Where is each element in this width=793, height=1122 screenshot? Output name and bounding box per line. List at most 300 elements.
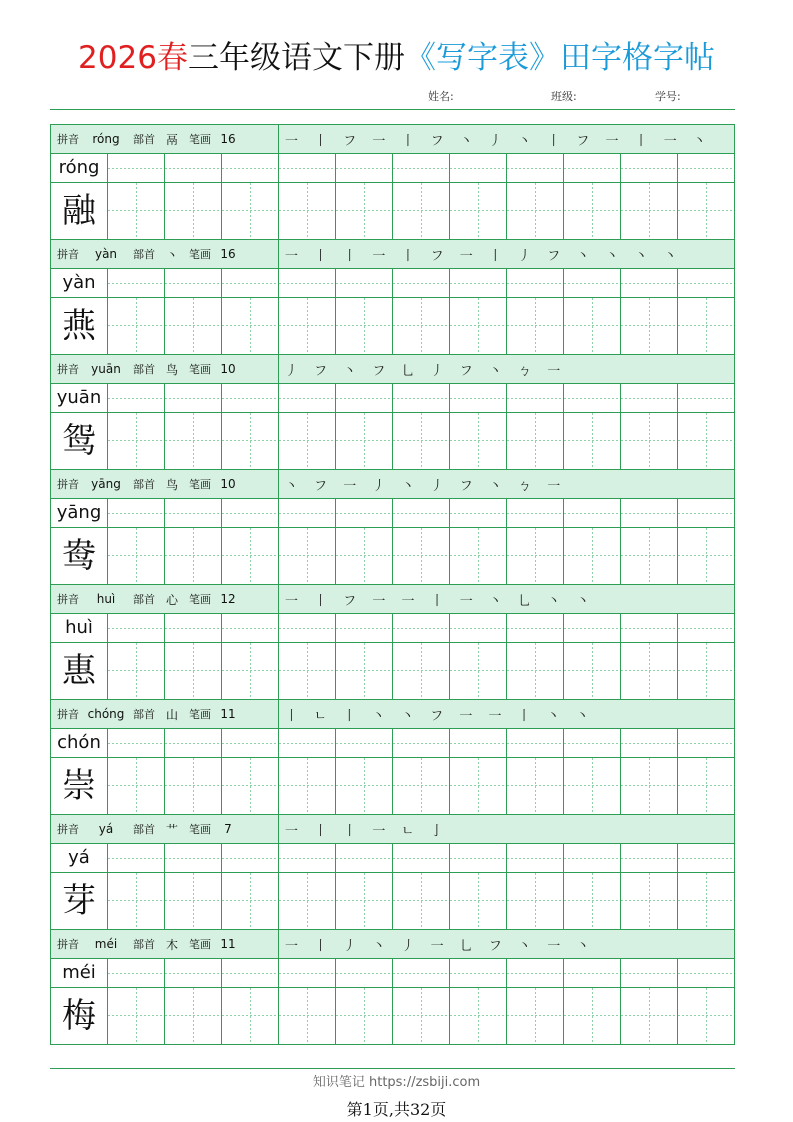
character-block	[51, 469, 734, 584]
character-block	[51, 929, 734, 1044]
radical-label: 部首	[133, 133, 155, 146]
pinyin-cell[interactable]	[336, 959, 393, 987]
tianzige-cell[interactable]	[279, 643, 336, 699]
pinyin-cell[interactable]	[450, 154, 507, 182]
pinyin-cell[interactable]	[450, 614, 507, 642]
strokes-label: 笔画	[189, 823, 211, 836]
strokes-value: 11	[220, 707, 236, 721]
pinyin-cell[interactable]	[336, 269, 393, 297]
tianzige-row	[51, 528, 734, 584]
tianzige-cell[interactable]	[393, 413, 450, 469]
tianzige-cell[interactable]	[678, 988, 734, 1044]
tianzige-cell[interactable]	[564, 298, 621, 354]
pinyin-sample: yá	[51, 844, 108, 872]
tianzige-cell[interactable]	[222, 298, 279, 354]
tianzige-cell[interactable]	[108, 988, 165, 1044]
id-label: 学号:	[655, 90, 681, 103]
pinyin-cell[interactable]	[393, 959, 450, 987]
tianzige-cell[interactable]	[165, 528, 222, 584]
character-sample: 鸯	[51, 528, 108, 584]
tianzige-cell[interactable]	[678, 183, 734, 239]
stroke-order: 一 丨 フ 一 丨 フ 丶 丿 丶 丨 フ 一 丨 一 丶	[285, 133, 712, 149]
strokes-label: 笔画	[189, 593, 211, 606]
radical-value: 鬲	[165, 132, 178, 147]
pinyin-cell[interactable]	[507, 844, 564, 872]
pinyin-value: yuān	[91, 362, 121, 376]
pinyin-cell[interactable]	[678, 729, 734, 757]
character-meta	[51, 470, 279, 498]
pinyin-label: 拼音	[57, 133, 79, 146]
tianzige-cell[interactable]	[678, 298, 734, 354]
character-header	[51, 240, 734, 269]
tianzige-cell[interactable]	[450, 298, 507, 354]
tianzige-cell[interactable]	[165, 183, 222, 239]
pinyin-cell[interactable]	[450, 729, 507, 757]
pinyin-cell[interactable]	[336, 614, 393, 642]
radical-label: 部首	[133, 478, 155, 491]
tianzige-cell[interactable]	[621, 643, 678, 699]
pinyin-cell[interactable]	[393, 844, 450, 872]
pinyin-value: róng	[92, 132, 120, 146]
pinyin-cell[interactable]	[336, 729, 393, 757]
tianzige-cell[interactable]	[507, 528, 564, 584]
tianzige-cell[interactable]	[279, 298, 336, 354]
tianzige-cell[interactable]	[279, 413, 336, 469]
tianzige-cell[interactable]	[564, 413, 621, 469]
pinyin-cell[interactable]	[507, 959, 564, 987]
tianzige-cell[interactable]	[108, 528, 165, 584]
radical-value: 木	[165, 937, 178, 952]
pinyin-label: 拼音	[57, 478, 79, 491]
tianzige-cell[interactable]	[450, 643, 507, 699]
character-block	[51, 125, 734, 239]
strokes-label: 笔画	[189, 133, 211, 146]
tianzige-cell[interactable]	[336, 873, 393, 929]
character-block	[51, 239, 734, 354]
tianzige-cell[interactable]	[393, 643, 450, 699]
pinyin-cell[interactable]	[108, 154, 165, 182]
tianzige-cell[interactable]	[336, 183, 393, 239]
tianzige-cell[interactable]	[222, 873, 279, 929]
radical-label: 部首	[133, 708, 155, 721]
pinyin-cell[interactable]	[393, 384, 450, 412]
class-label: 班级:	[551, 90, 577, 103]
pinyin-cell[interactable]	[279, 154, 336, 182]
tianzige-cell[interactable]	[564, 183, 621, 239]
pinyin-label: 拼音	[57, 363, 79, 376]
tianzige-cell[interactable]	[564, 988, 621, 1044]
character-header	[51, 125, 734, 154]
pinyin-cell[interactable]	[393, 614, 450, 642]
character-meta	[51, 585, 279, 613]
title-tail: 《写字表》田字格字帖	[404, 40, 715, 76]
character-header	[51, 815, 734, 844]
tianzige-cell[interactable]	[507, 643, 564, 699]
tianzige-row	[51, 988, 734, 1044]
pinyin-cell[interactable]	[222, 614, 279, 642]
tianzige-cell[interactable]	[678, 873, 734, 929]
tianzige-row	[51, 183, 734, 239]
radical-value: 山	[165, 707, 178, 722]
pinyin-row	[51, 269, 734, 298]
stroke-order: 一 丨 丨 一 ㄴ 亅	[285, 823, 450, 839]
pinyin-row	[51, 154, 734, 183]
tianzige-cell[interactable]	[279, 758, 336, 814]
tianzige-cell[interactable]	[222, 758, 279, 814]
pinyin-cell[interactable]	[222, 154, 279, 182]
character-header	[51, 470, 734, 499]
strokes-value: 16	[220, 132, 236, 146]
tianzige-cell[interactable]	[507, 873, 564, 929]
pinyin-cell[interactable]	[507, 499, 564, 527]
tianzige-cell[interactable]	[450, 758, 507, 814]
strokes-value: 10	[220, 477, 236, 491]
pinyin-cell[interactable]	[621, 729, 678, 757]
pinyin-cell[interactable]	[450, 959, 507, 987]
strokes-value: 16	[220, 247, 236, 261]
stroke-order: 丿 フ 丶 フ 乚 丿 フ 丶 ㄅ 一	[285, 363, 567, 379]
tianzige-cell[interactable]	[393, 528, 450, 584]
pinyin-cell[interactable]	[165, 384, 222, 412]
pinyin-cell[interactable]	[564, 729, 621, 757]
pinyin-row	[51, 499, 734, 528]
pinyin-cell[interactable]	[678, 269, 734, 297]
stroke-order: 丶 フ 一 丿 丶 丿 フ 丶 ㄅ 一	[285, 478, 567, 494]
character-header	[51, 700, 734, 729]
pinyin-value: yāng	[91, 477, 121, 491]
pinyin-cell[interactable]	[222, 959, 279, 987]
tianzige-cell[interactable]	[279, 873, 336, 929]
pinyin-cell[interactable]	[108, 844, 165, 872]
radical-label: 部首	[133, 823, 155, 836]
strokes-value: 12	[220, 592, 236, 606]
tianzige-cell[interactable]	[450, 873, 507, 929]
radical-label: 部首	[133, 363, 155, 376]
pinyin-cell[interactable]	[222, 384, 279, 412]
practice-sheet	[50, 124, 735, 1045]
pinyin-sample: yuān	[51, 384, 108, 412]
pinyin-row	[51, 959, 734, 988]
pinyin-sample: chón	[51, 729, 108, 757]
tianzige-cell[interactable]	[393, 758, 450, 814]
pinyin-cell[interactable]	[564, 499, 621, 527]
tianzige-cell[interactable]	[279, 988, 336, 1044]
pinyin-cell[interactable]	[678, 154, 734, 182]
strokes-value: 11	[220, 937, 236, 951]
tianzige-cell[interactable]	[621, 298, 678, 354]
tianzige-row	[51, 298, 734, 354]
tianzige-cell[interactable]	[165, 758, 222, 814]
tianzige-cell[interactable]	[336, 643, 393, 699]
character-sample: 芽	[51, 873, 108, 929]
character-sample: 融	[51, 183, 108, 239]
pinyin-sample: méi	[51, 959, 108, 987]
pinyin-sample: yàn	[51, 269, 108, 297]
pinyin-cell[interactable]	[336, 844, 393, 872]
tianzige-cell[interactable]	[108, 298, 165, 354]
tianzige-row	[51, 758, 734, 814]
tianzige-cell[interactable]	[279, 528, 336, 584]
pinyin-value: méi	[94, 937, 118, 951]
strokes-label: 笔画	[189, 363, 211, 376]
title-year: 2026春	[78, 40, 188, 76]
character-block	[51, 354, 734, 469]
character-block	[51, 699, 734, 814]
tianzige-cell[interactable]	[393, 298, 450, 354]
pinyin-value: huì	[96, 592, 116, 606]
pinyin-label: 拼音	[57, 823, 79, 836]
tianzige-cell[interactable]	[678, 528, 734, 584]
footer-rule	[50, 1068, 735, 1069]
character-meta	[51, 815, 279, 843]
tianzige-cell[interactable]	[564, 758, 621, 814]
pinyin-cell[interactable]	[393, 154, 450, 182]
pinyin-cell[interactable]	[108, 269, 165, 297]
pinyin-cell[interactable]	[279, 269, 336, 297]
pinyin-cell[interactable]	[222, 844, 279, 872]
character-sample: 燕	[51, 298, 108, 354]
tianzige-cell[interactable]	[621, 183, 678, 239]
pinyin-cell[interactable]	[108, 729, 165, 757]
pinyin-value: yàn	[94, 247, 118, 261]
radical-label: 部首	[133, 593, 155, 606]
tianzige-cell[interactable]	[336, 413, 393, 469]
pinyin-cell[interactable]	[165, 844, 222, 872]
pinyin-cell[interactable]	[621, 154, 678, 182]
strokes-label: 笔画	[189, 938, 211, 951]
stroke-order: 丨 ㄴ 丨 丶 丶 フ 一 一 丨 丶 丶	[285, 708, 595, 724]
radical-label: 部首	[133, 938, 155, 951]
pinyin-cell[interactable]	[678, 844, 734, 872]
tianzige-cell[interactable]	[450, 413, 507, 469]
tianzige-cell[interactable]	[336, 298, 393, 354]
pinyin-cell[interactable]	[393, 729, 450, 757]
pinyin-cell[interactable]	[621, 844, 678, 872]
pinyin-cell[interactable]	[108, 384, 165, 412]
tianzige-cell[interactable]	[507, 988, 564, 1044]
tianzige-cell[interactable]	[507, 298, 564, 354]
pinyin-cell[interactable]	[507, 729, 564, 757]
pinyin-cell[interactable]	[279, 729, 336, 757]
tianzige-cell[interactable]	[279, 183, 336, 239]
tianzige-cell[interactable]	[564, 528, 621, 584]
tianzige-cell[interactable]	[621, 873, 678, 929]
pinyin-cell[interactable]	[507, 614, 564, 642]
title-main: 三年级语文下册	[187, 40, 405, 76]
character-header	[51, 585, 734, 614]
radical-value: 艹	[165, 822, 178, 837]
pinyin-cell[interactable]	[336, 384, 393, 412]
radical-value: 鸟	[165, 477, 178, 492]
pinyin-label: 拼音	[57, 248, 79, 261]
pinyin-cell[interactable]	[393, 499, 450, 527]
tianzige-cell[interactable]	[165, 873, 222, 929]
footer-page: 第1页,共32页	[346, 1100, 447, 1119]
pinyin-cell[interactable]	[279, 844, 336, 872]
tianzige-cell[interactable]	[621, 988, 678, 1044]
pinyin-cell[interactable]	[336, 154, 393, 182]
radical-value: 心	[165, 592, 178, 607]
stroke-order: 一 丨 丨 一 丨 フ 一 丨 丿 フ 丶 丶 丶 丶	[285, 248, 683, 264]
pinyin-label: 拼音	[57, 708, 79, 721]
tianzige-cell[interactable]	[108, 758, 165, 814]
tianzige-cell[interactable]	[564, 873, 621, 929]
header-rule	[50, 109, 735, 110]
pinyin-cell[interactable]	[621, 384, 678, 412]
pinyin-cell[interactable]	[564, 384, 621, 412]
character-meta	[51, 240, 279, 268]
pinyin-cell[interactable]	[165, 154, 222, 182]
tianzige-cell[interactable]	[222, 183, 279, 239]
tianzige-cell[interactable]	[108, 413, 165, 469]
pinyin-cell[interactable]	[507, 154, 564, 182]
pinyin-cell[interactable]	[222, 729, 279, 757]
character-block	[51, 584, 734, 699]
tianzige-row	[51, 873, 734, 929]
pinyin-label: 拼音	[57, 593, 79, 606]
tianzige-cell[interactable]	[678, 643, 734, 699]
tianzige-cell[interactable]	[222, 643, 279, 699]
pinyin-cell[interactable]	[450, 499, 507, 527]
pinyin-cell[interactable]	[507, 269, 564, 297]
pinyin-row	[51, 614, 734, 643]
pinyin-cell[interactable]	[564, 154, 621, 182]
pinyin-cell[interactable]	[108, 614, 165, 642]
tianzige-cell[interactable]	[165, 643, 222, 699]
tianzige-cell[interactable]	[336, 988, 393, 1044]
pinyin-row	[51, 384, 734, 413]
tianzige-cell[interactable]	[507, 758, 564, 814]
pinyin-value: yá	[98, 822, 114, 836]
tianzige-cell[interactable]	[507, 413, 564, 469]
pinyin-value: chóng	[87, 707, 125, 721]
pinyin-cell[interactable]	[279, 614, 336, 642]
pinyin-cell[interactable]	[222, 499, 279, 527]
tianzige-cell[interactable]	[222, 528, 279, 584]
pinyin-cell[interactable]	[621, 269, 678, 297]
page-title	[0, 38, 793, 78]
pinyin-cell[interactable]	[108, 499, 165, 527]
radical-value: 鸟	[165, 362, 178, 377]
tianzige-cell[interactable]	[336, 758, 393, 814]
tianzige-cell[interactable]	[621, 528, 678, 584]
pinyin-cell[interactable]	[279, 499, 336, 527]
stroke-order: 一 丨 丿 丶 丿 一 乚 フ 丶 一 丶	[285, 938, 596, 954]
tianzige-cell[interactable]	[450, 528, 507, 584]
pinyin-cell[interactable]	[564, 269, 621, 297]
name-label: 姓名:	[428, 90, 454, 103]
tianzige-cell[interactable]	[165, 298, 222, 354]
tianzige-cell[interactable]	[165, 413, 222, 469]
pinyin-cell[interactable]	[621, 959, 678, 987]
tianzige-cell[interactable]	[165, 988, 222, 1044]
tianzige-cell[interactable]	[450, 988, 507, 1044]
pinyin-cell[interactable]	[450, 844, 507, 872]
tianzige-row	[51, 413, 734, 469]
pinyin-cell[interactable]	[336, 499, 393, 527]
pinyin-cell[interactable]	[165, 959, 222, 987]
pinyin-cell[interactable]	[165, 729, 222, 757]
pinyin-cell[interactable]	[165, 269, 222, 297]
character-meta	[51, 930, 279, 958]
character-sample: 崇	[51, 758, 108, 814]
tianzige-cell[interactable]	[393, 183, 450, 239]
character-sample: 鸳	[51, 413, 108, 469]
pinyin-sample: yāng	[51, 499, 108, 527]
character-sample: 梅	[51, 988, 108, 1044]
tianzige-cell[interactable]	[678, 758, 734, 814]
pinyin-cell[interactable]	[621, 614, 678, 642]
pinyin-cell[interactable]	[279, 384, 336, 412]
stroke-order: 一 丨 フ 一 一 丨 一 丶 乚 丶 丶	[285, 593, 596, 609]
pinyin-cell[interactable]	[621, 499, 678, 527]
tianzige-cell[interactable]	[108, 643, 165, 699]
pinyin-label: 拼音	[57, 938, 79, 951]
character-meta	[51, 355, 279, 383]
pinyin-cell[interactable]	[222, 269, 279, 297]
tianzige-cell[interactable]	[564, 643, 621, 699]
footer-url: 知识笔记 https://zsbiji.com	[312, 1075, 481, 1090]
tianzige-cell[interactable]	[393, 988, 450, 1044]
character-header	[51, 930, 734, 959]
pinyin-cell[interactable]	[393, 269, 450, 297]
pinyin-sample: róng	[51, 154, 108, 182]
strokes-label: 笔画	[189, 248, 211, 261]
pinyin-cell[interactable]	[279, 959, 336, 987]
tianzige-cell[interactable]	[222, 413, 279, 469]
pinyin-sample: huì	[51, 614, 108, 642]
tianzige-cell[interactable]	[336, 528, 393, 584]
character-meta	[51, 125, 279, 153]
pinyin-cell[interactable]	[564, 959, 621, 987]
tianzige-cell[interactable]	[621, 758, 678, 814]
tianzige-cell[interactable]	[678, 413, 734, 469]
pinyin-cell[interactable]	[678, 614, 734, 642]
tianzige-row	[51, 643, 734, 699]
pinyin-cell[interactable]	[507, 384, 564, 412]
tianzige-cell[interactable]	[108, 183, 165, 239]
character-sample: 惠	[51, 643, 108, 699]
pinyin-cell[interactable]	[450, 269, 507, 297]
tianzige-cell[interactable]	[450, 183, 507, 239]
strokes-label: 笔画	[189, 708, 211, 721]
pinyin-cell[interactable]	[108, 959, 165, 987]
pinyin-cell[interactable]	[564, 844, 621, 872]
pinyin-row	[51, 729, 734, 758]
radical-value: 丶	[165, 247, 178, 262]
pinyin-cell[interactable]	[450, 384, 507, 412]
pinyin-cell[interactable]	[165, 499, 222, 527]
character-block	[51, 814, 734, 929]
pinyin-cell[interactable]	[678, 959, 734, 987]
strokes-value: 10	[220, 362, 236, 376]
tianzige-cell[interactable]	[621, 413, 678, 469]
pinyin-cell[interactable]	[678, 499, 734, 527]
radical-label: 部首	[133, 248, 155, 261]
strokes-value: 7	[224, 822, 232, 836]
pinyin-cell[interactable]	[165, 614, 222, 642]
tianzige-cell[interactable]	[393, 873, 450, 929]
pinyin-cell[interactable]	[678, 384, 734, 412]
tianzige-cell[interactable]	[108, 873, 165, 929]
character-header	[51, 355, 734, 384]
pinyin-row	[51, 844, 734, 873]
strokes-label: 笔画	[189, 478, 211, 491]
tianzige-cell[interactable]	[507, 183, 564, 239]
pinyin-cell[interactable]	[564, 614, 621, 642]
tianzige-cell[interactable]	[222, 988, 279, 1044]
character-meta	[51, 700, 279, 728]
